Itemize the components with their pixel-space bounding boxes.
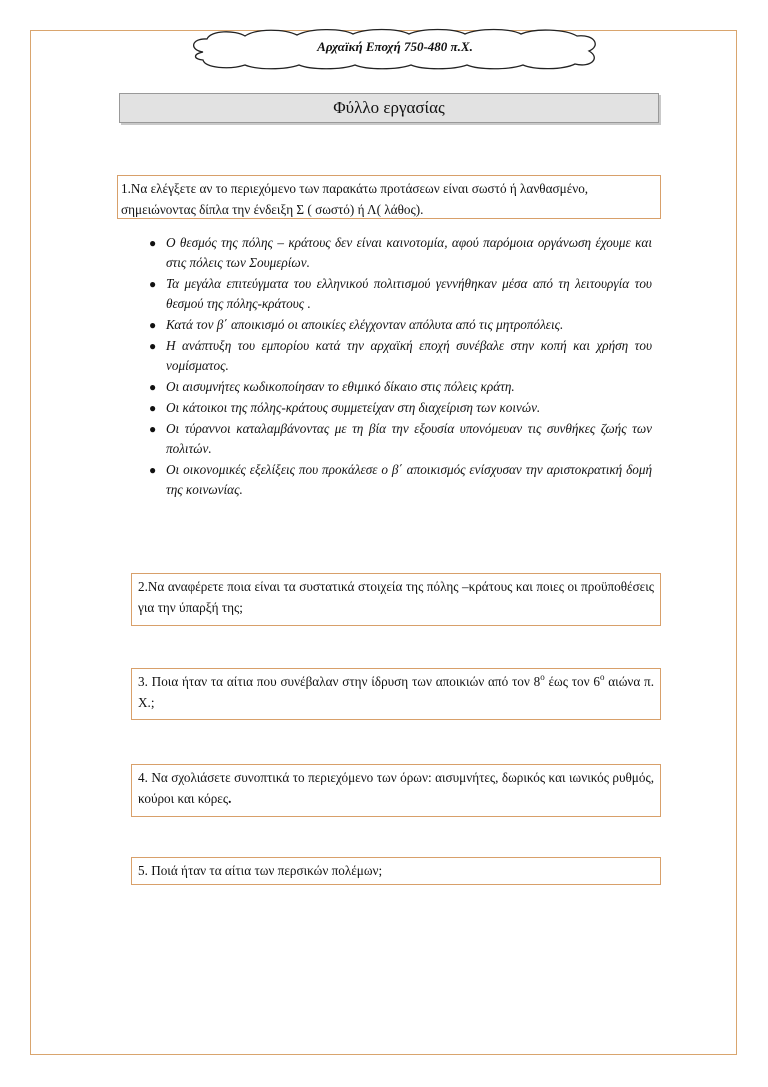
question-2-prompt: 2.Να αναφέρετε ποια είναι τα συστατικά στοιχεία της πόλης –κράτους και ποιες οι προϋποθέσεις για την ύπαρξή της; bbox=[138, 579, 654, 615]
superscript-ordinal: ο bbox=[599, 672, 605, 682]
statement-text: Οι τύραννοι καταλαμβάνοντας με τη βία την εξουσία υπονόμευαν τις συνθήκες ζωής των πολιτών. bbox=[166, 421, 652, 456]
question-1-prompt: 1.Να ελέγξετε αν το περιεχόμενο των παρακάτω προτάσεων είναι σωστό ή λανθασμένο, σημειώνοντας δίπλα την ένδειξη Σ ( σωστό) ή Λ( λάθος). bbox=[121, 181, 589, 217]
statements-list bbox=[149, 233, 652, 501]
question-4-prompt: 4. Να σχολιάσετε συνοπτικά το περιεχόμενο των όρων: αισυμνήτες, δωρικός και ιωνικός ρυθμός, κούροι και κόρες bbox=[138, 770, 654, 806]
list-item bbox=[149, 233, 652, 273]
list-item bbox=[149, 460, 652, 500]
list-item bbox=[149, 398, 652, 418]
question-3-prompt-part1: 3. Ποια ήταν τα αίτια που συνέβαλαν στην ίδρυση των αποικιών από τον 8 bbox=[138, 674, 541, 689]
question-4-end-mark: . bbox=[228, 791, 232, 806]
statement-text: Οι αισυμνήτες κωδικοποίησαν το εθιμικό δίκαιο στις πόλεις κράτη. bbox=[166, 379, 515, 394]
question-2-box bbox=[131, 573, 661, 626]
question-4-box bbox=[131, 764, 661, 817]
list-item bbox=[149, 315, 652, 335]
statement-text: Οι κάτοικοι της πόλης-κράτους συμμετείχαν στη διαχείριση των κοινών. bbox=[166, 400, 541, 415]
bullet-icon: ● bbox=[149, 401, 157, 415]
list-item bbox=[149, 336, 652, 376]
bullet-icon: ● bbox=[149, 339, 157, 353]
statement-text: Ο θεσμός της πόλης – κράτους δεν είναι καινοτομία, αφού παρόμοια οργάνωση έχουμε και στις πόλεις των Σουμερίων. bbox=[166, 235, 652, 270]
list-item bbox=[149, 377, 652, 397]
question-5-box bbox=[131, 857, 661, 885]
bullet-icon: ● bbox=[149, 277, 157, 291]
question-5-prompt: 5. Ποιά ήταν τα αίτια των περσικών πολέμων; bbox=[138, 863, 383, 878]
bullet-icon: ● bbox=[149, 463, 157, 477]
statement-text: Η ανάπτυξη του εμπορίου κατά την αρχαϊκή εποχή συνέβαλε στην κοπή και χρήση του νομίσματος. bbox=[166, 338, 652, 373]
bullet-icon: ● bbox=[149, 380, 157, 394]
statement-text: Οι οικονομικές εξελίξεις που προκάλεσε ο β΄ αποικισμός ενίσχυσαν την αριστοκρατική δομή της κοινωνίας. bbox=[166, 462, 652, 497]
bullet-icon: ● bbox=[149, 318, 157, 332]
superscript-ordinal: ο bbox=[540, 672, 545, 682]
question-1-box bbox=[117, 175, 661, 219]
question-3-prompt-part3: αιώνα π. Χ.; bbox=[138, 674, 655, 710]
statement-text: Κατά τον β΄ αποικισμό οι αποικίες ελέγχονταν απόλυτα από τις μητροπόλεις. bbox=[166, 317, 564, 332]
bullet-icon: ● bbox=[149, 422, 157, 436]
header-banner bbox=[185, 28, 605, 70]
question-3-box bbox=[131, 668, 661, 720]
worksheet-title: Φύλλο εργασίας bbox=[119, 93, 659, 123]
list-item bbox=[149, 274, 652, 314]
banner-title: Αρχαϊκή Εποχή 750-480 π.Χ. bbox=[317, 39, 473, 54]
bullet-icon: ● bbox=[149, 236, 157, 250]
question-3-prompt-part2: έως τον 6 bbox=[544, 674, 600, 689]
statement-text: Τα μεγάλα επιτεύγματα του ελληνικού πολιτισμού γεννήθηκαν μέσα από τη λειτουργία του θεσμού της πόλης-κράτους . bbox=[166, 276, 652, 311]
list-item bbox=[149, 419, 652, 459]
